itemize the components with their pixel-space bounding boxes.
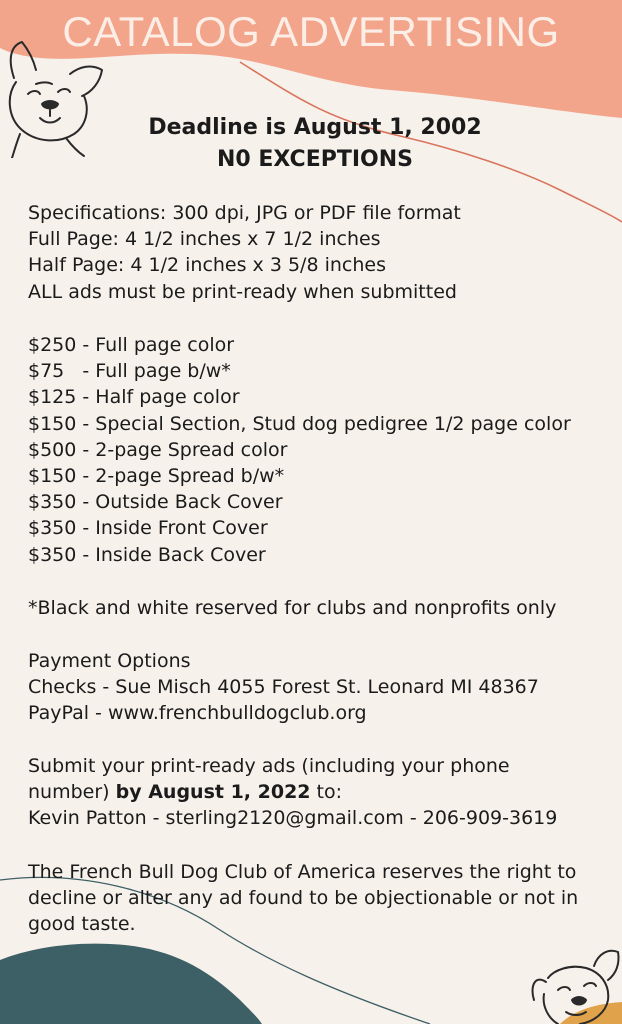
payment-paypal: PayPal - www.frenchbulldogclub.org <box>28 702 367 725</box>
spec-line: Specifications: 300 dpi, JPG or PDF file format <box>28 202 461 224</box>
bw-note-section <box>28 595 556 621</box>
disclaimer-section <box>28 859 578 938</box>
no-exceptions-notice: N0 EXCEPTIONS <box>216 147 414 172</box>
bulldog-icon <box>524 944 622 1024</box>
price-item: $125 - Half page color <box>28 386 240 409</box>
submit-suffix: to: <box>310 781 343 804</box>
spec-line: ALL ads must be print-ready when submitted <box>28 280 457 303</box>
disclaimer-line: good taste. <box>28 913 136 936</box>
price-item: $150 - 2-page Spread b/w* <box>28 465 285 488</box>
submit-deadline-line <box>28 779 557 805</box>
footer-teal-shape <box>0 944 262 1024</box>
price-item: $350 - Inside Front Cover <box>28 517 268 540</box>
disclaimer-line: The French Bull Dog Club of America reserves the right to <box>28 861 577 883</box>
specifications-section <box>28 200 461 305</box>
price-item: $75 - Full page b/w* <box>28 360 231 383</box>
pricing-list <box>28 332 571 568</box>
submit-section <box>28 753 557 832</box>
price-item: $350 - Outside Back Cover <box>28 491 283 514</box>
price-item: $350 - Inside Back Cover <box>28 543 266 566</box>
bw-note: *Black and white reserved for clubs and nonprofits only <box>28 597 557 619</box>
payment-section <box>28 648 539 727</box>
price-item: $150 - Special Section, Stud dog pedigree 1/2 page color <box>28 412 571 435</box>
submit-deadline: by August 1, 2022 <box>115 781 311 804</box>
submit-prefix: number) <box>28 781 116 804</box>
price-item: $250 - Full page color <box>28 334 235 356</box>
deadline-date: Deadline is August 1, 2002 <box>148 115 482 140</box>
submit-instructions: Submit your print-ready ads (including your phone <box>28 755 510 777</box>
deadline-notice <box>0 112 622 176</box>
disclaimer-line: decline or alter any ad found to be objectionable or not in <box>28 887 579 910</box>
submit-contact: Kevin Patton - sterling2120@gmail.com - 206-909-3619 <box>28 807 558 830</box>
payment-heading: Payment Options <box>28 650 191 672</box>
page-title: CATALOG ADVERTISING <box>62 8 560 55</box>
spec-line: Full Page: 4 1/2 inches x 7 1/2 inches <box>28 228 381 251</box>
payment-checks: Checks - Sue Misch 4055 Forest St. Leonard MI 48367 <box>28 676 539 699</box>
price-item: $500 - 2-page Spread color <box>28 438 288 461</box>
spec-line: Half Page: 4 1/2 inches x 3 5/8 inches <box>28 254 386 277</box>
